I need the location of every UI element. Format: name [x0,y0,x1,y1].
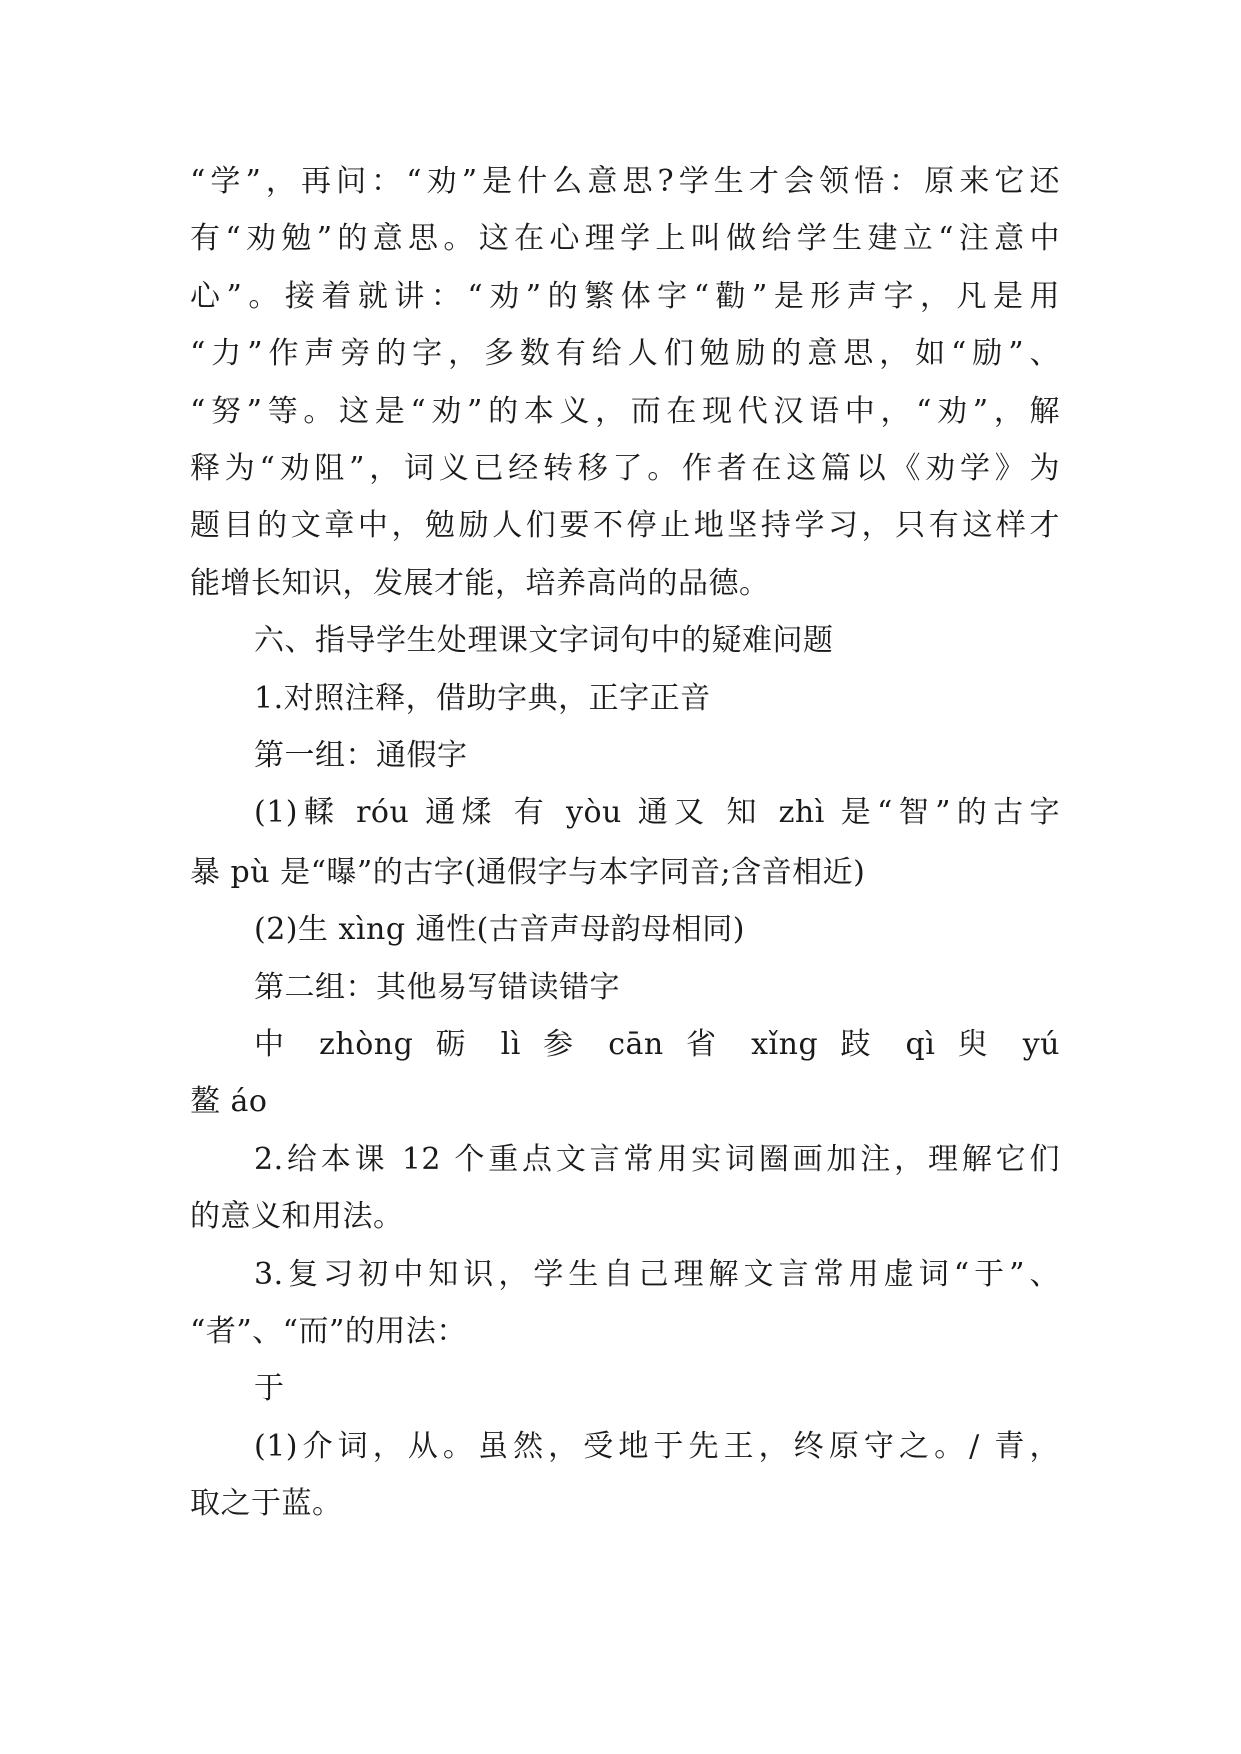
text-line: 释为“劝阻”，词义已经转移了。作者在这篇以《劝学》为 [190,451,1060,486]
text-line: 有“劝勉”的意思。这在心理学上叫做给学生建立“注意中 [190,221,1060,256]
text-line: (1)介词，从。虽然，受地于先王，终原守之。/ 青， [254,1429,1060,1464]
text-line: 2.给本课 12 个重点文言常用实词圈画加注，理解它们 [254,1142,1060,1177]
text-line: 能增长知识，发展才能，培养高尚的品德。 [190,566,770,601]
text-line: 1.对照注释，借助字典，正字正音 [254,681,711,716]
text-line: “努”等。这是“劝”的本义，而在现代汉语中，“劝”，解 [190,394,1060,429]
text-line: (1)輮 róu 通煣 有 yòu 通又 知 zhì 是“智”的古字 [254,795,1060,830]
text-line: 3.复习初中知识，学生自己理解文言常用虚词“于”、 [254,1257,1060,1292]
text-line: 的意义和用法。 [190,1199,404,1234]
text-line: (2)生 xìng 通性(古音声母韵母相同) [254,912,746,947]
text-line: “力”作声旁的字，多数有给人们勉励的意思，如“励”、 [190,336,1060,371]
text-line: 暴 pù 是“曝”的古字(通假字与本字同音;含音相近) [190,855,866,890]
text-line: 题目的文章中，勉励人们要不停止地坚持学习，只有这样才 [190,508,1060,543]
text-line: 六、指导学生处理课文字词句中的疑难问题 [254,623,834,658]
text-line: 中 zhòng 砺 lì 参 cān 省 xǐng 跂 qì 臾 yú [254,1027,1060,1062]
text-line: 第一组：通假字 [254,738,468,773]
text-line: 心”。接着就讲：“劝”的繁体字“勸”是形声字，凡是用 [190,279,1060,314]
text-line: 鳌 áo [190,1084,268,1119]
text-line: 于 [254,1371,285,1406]
text-line: 取之于蓝。 [190,1486,343,1521]
text-line: “者”、“而”的用法： [190,1314,467,1349]
text-line: “学”，再问：“劝”是什么意思?学生才会领悟：原来它还 [190,164,1060,199]
text-line: 第二组：其他易写错读错字 [254,970,620,1005]
